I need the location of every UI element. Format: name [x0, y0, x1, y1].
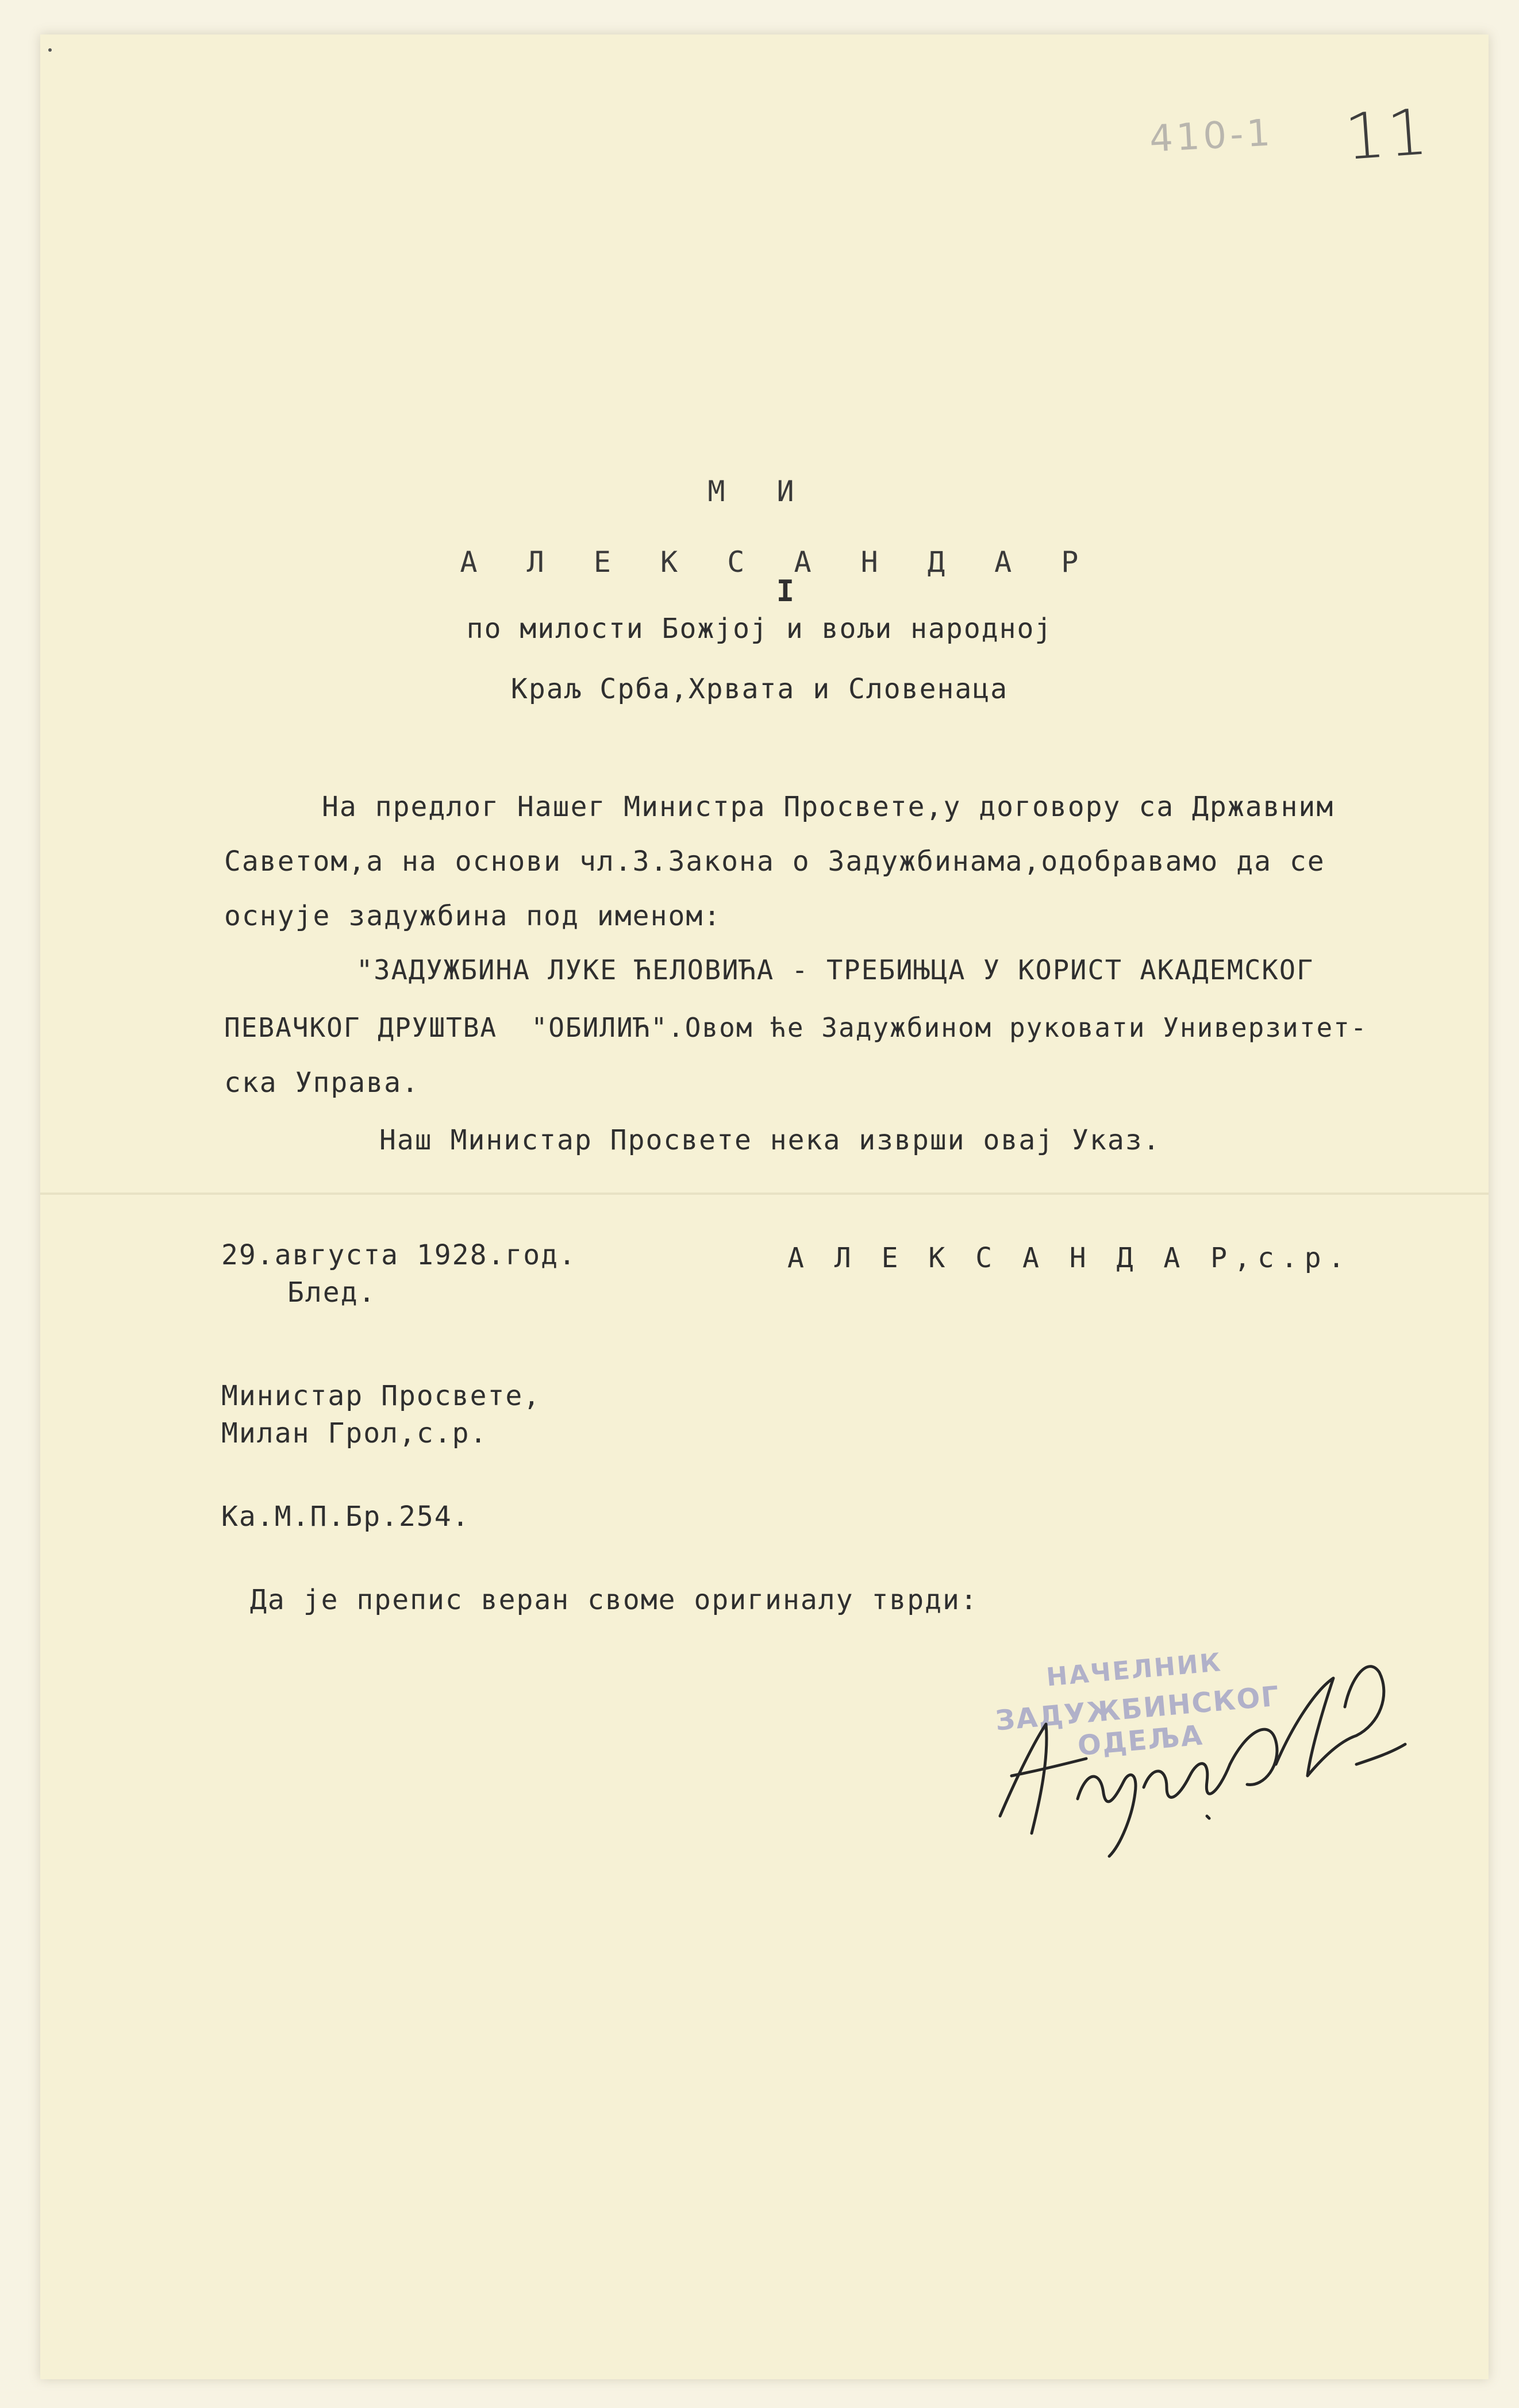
- body-line-4: "ЗАДУЖБИНА ЛУКЕ ЋЕЛОВИЋА - ТРЕБИЊЦА У КОРИСТ АКАДЕМСКОГ: [356, 955, 1314, 986]
- body-line-6: ска Управа.: [224, 1067, 420, 1099]
- archive-page-number: 11: [1342, 94, 1433, 175]
- king-name: А Л Е К С А Н Д А Р: [460, 545, 1095, 579]
- king-numeral: I: [776, 574, 796, 609]
- document-sheet: [40, 34, 1489, 2379]
- heading-title: Краљ Срба,Хрвата и Словенаца: [510, 673, 1009, 705]
- pencil-note: 410-1: [1148, 111, 1275, 161]
- body-line-1: На предлог Нашег Министра Просвете,у договору са Државним: [322, 791, 1335, 823]
- heading-by-grace: по милости Божјој и вољи народној: [466, 613, 1053, 645]
- minister-name: Милан Грол,с.р.: [221, 1417, 488, 1449]
- body-line-2: Саветом,а на основи чл.3.Закона о Задужбинама,одобравамо да се: [224, 845, 1325, 878]
- heading-king: [0, 520, 1519, 609]
- paper-fold-line: [40, 1193, 1489, 1195]
- heading-we: М И: [707, 475, 812, 508]
- body-line-5: ПЕВАЧКОГ ДРУШТВА "ОБИЛИЋ".Овом ће Задужбином руковати Универзитет-: [224, 1012, 1368, 1043]
- paper-mark: [48, 48, 52, 52]
- place-text: Блед.: [287, 1276, 376, 1309]
- minister-title: Министар Просвете,: [221, 1380, 541, 1412]
- stamp-line-1: НАЧЕЛНИК: [1045, 1648, 1224, 1692]
- stamp-line-2: ЗАДУЖБИНСКОГ ОДЕЉА: [994, 1680, 1282, 1763]
- body-line-7: Наш Министар Просвете нека изврши овај Указ.: [379, 1124, 1161, 1156]
- date-text: 29.августа 1928.год.: [221, 1239, 576, 1271]
- handwritten-signature-icon: [977, 1626, 1414, 1868]
- royal-signature-typed: А Л Е К С А Н Д А Р,с.р.: [787, 1242, 1352, 1274]
- certification-text: Да је препис веран своме оригиналу тврди:: [250, 1584, 978, 1616]
- body-line-3: оснује задужбина под именом:: [224, 900, 722, 932]
- reference-number: Ка.М.П.Бр.254.: [221, 1501, 470, 1533]
